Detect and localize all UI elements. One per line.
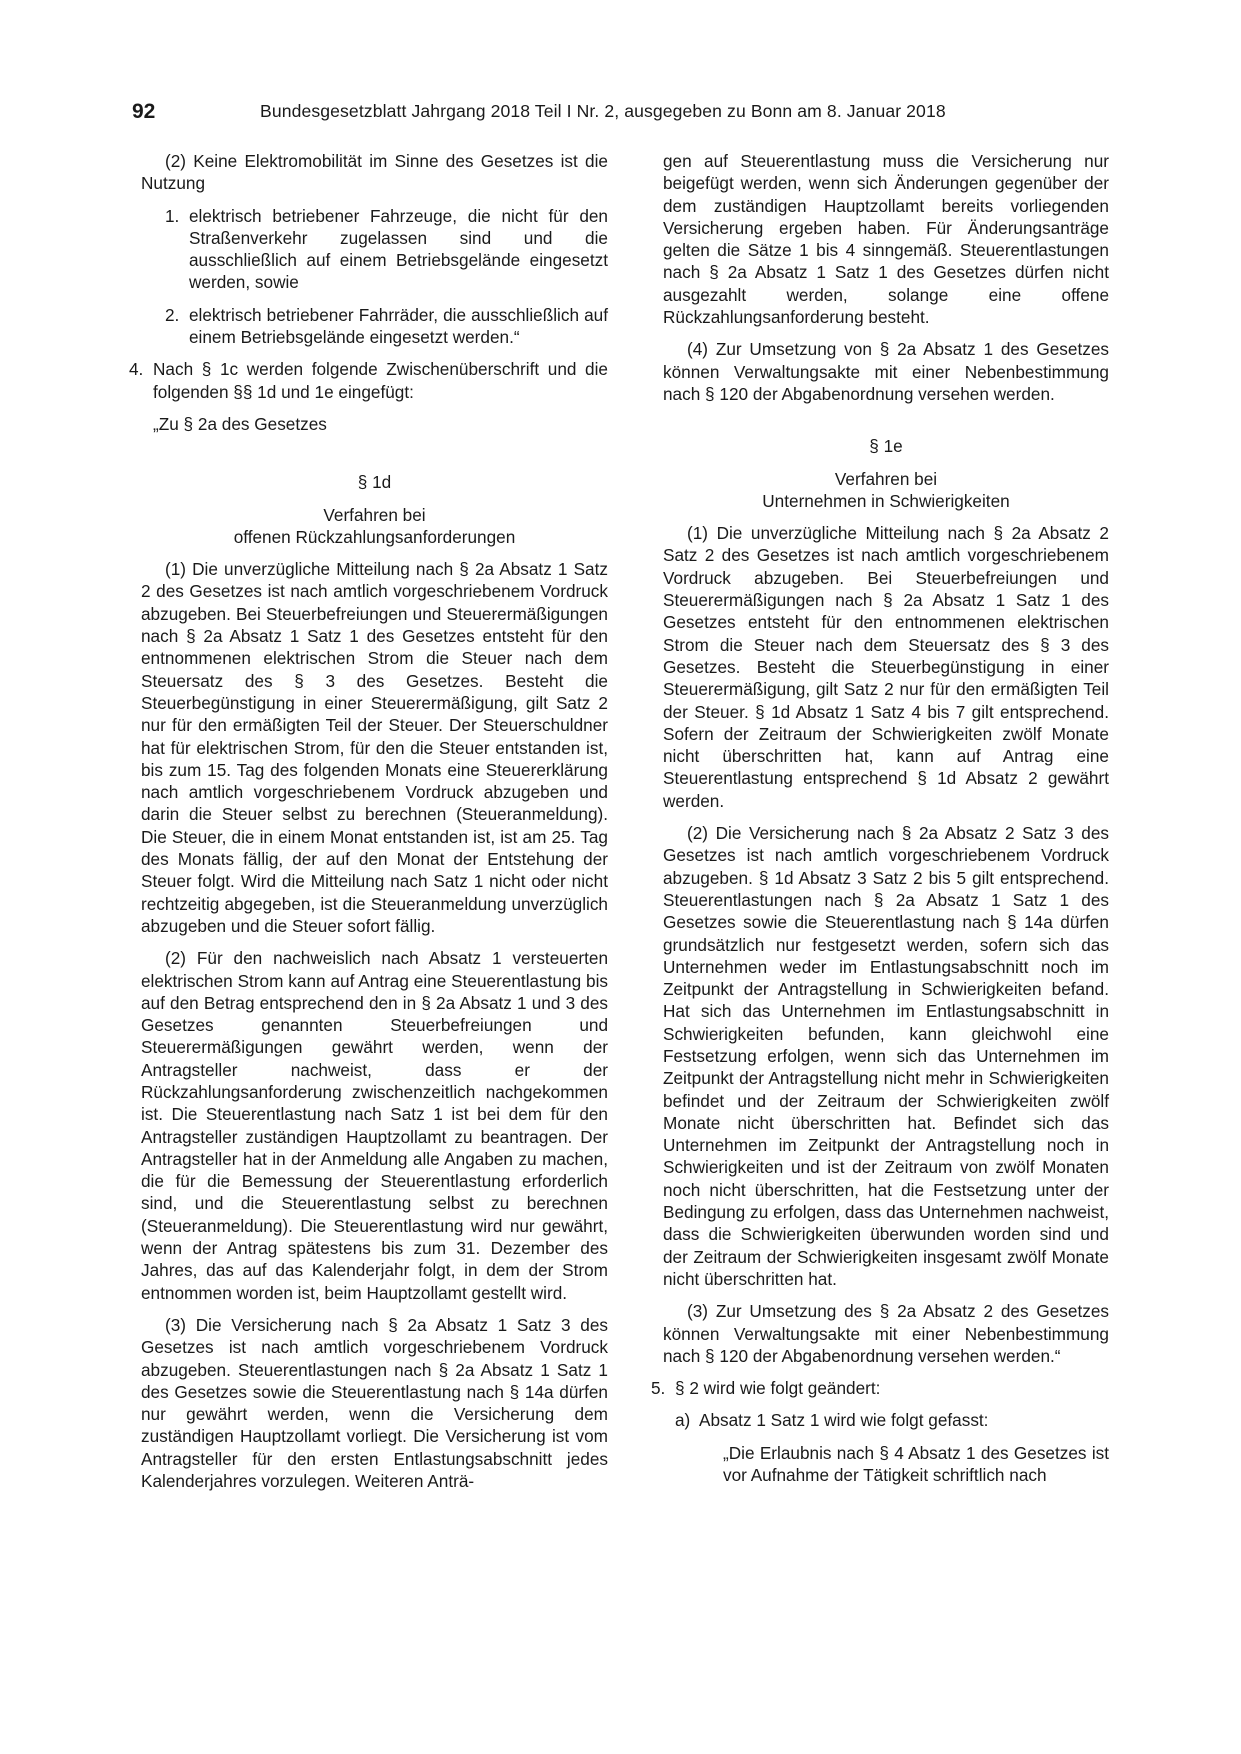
list-text: elektrisch betriebener Fahrzeuge, die nicht für den Straßenverkehr zugelassen sind und die ausschließlich auf einem Betriebsgelände eingesetzt werden, sowie <box>189 205 608 293</box>
item-number: 5. <box>651 1378 666 1399</box>
right-column <box>651 150 1109 1486</box>
section-1d-number: § 1d <box>357 472 392 493</box>
paragraph: (2) Für den nachweislich nach Absatz 1 versteuerten elektrischen Strom kann auf Antrag eine Steuerentlastung bis auf den Betrag entsprechend den in § 2a Absatz 1 und 3 des Gesetzes genannten Steuerbefreiungen und Steuerermäßigungen gewährt werden, wenn der Antragsteller nachweist, dass er der Rückzahlungsanforderung zwischenzeitlich nachgekommen ist. Die Steuerentlastung nach Satz 1 ist bei dem für den Antragsteller zuständigen Hauptzollamt zu beantragen. Der Antragsteller hat in der Anmeldung alle Angaben zu machen, die für die Bemessung der Steuerentlastung erforderlich sind, und die Steuerentlastung selbst zu berechnen (Steueranmeldung). Die Steuerentlastung wird nur gewährt, wenn der Antrag spätestens bis zum 31. Dezember des Jahres, das auf das Kalenderjahr folgt, in dem der Strom entnommen worden ist, beim Hauptzollamt gestellt wird. <box>141 948 608 1303</box>
section-title-line: Verfahren bei <box>834 468 938 489</box>
amended-text-quote: „Die Erlaubnis nach § 4 Absatz 1 des Gesetzes ist vor Aufnahme der Tätigkeit schriftlich nach <box>723 1442 1109 1486</box>
section-1d-title <box>141 504 608 549</box>
left-column <box>129 150 608 1502</box>
paragraph: (3) Zur Umsetzung des § 2a Absatz 2 des Gesetzes können Verwaltungsakte mit einer Nebenbestimmung nach § 120 der Abgabenordnung versehen werden.“ <box>663 1301 1109 1366</box>
sub-item-a <box>675 1409 1109 1431</box>
section-1e-number: § 1e <box>869 436 903 457</box>
running-header: Bundesgesetzblatt Jahrgang 2018 Teil I Nr. 2, ausgegeben zu Bonn am 8. Januar 2018 <box>260 101 946 121</box>
paragraph: (4) Zur Umsetzung von § 2a Absatz 1 des Gesetzes können Verwaltungsakte mit einer Nebenbestimmung nach § 120 der Abgabenordnung versehen werden. <box>663 339 1109 404</box>
list-number: 2. <box>165 304 180 325</box>
paragraph: (1) Die unverzügliche Mitteilung nach § 2a Absatz 2 Satz 2 des Gesetzes ist nach amtlich vorgeschriebenem Vordruck abzugeben. Bei Steuerbefreiungen und Steuerermäßigungen nach § 2a Absatz 1 Satz 1 des Gesetzes entsteht für den entnommenen elektrischen Strom die Steuer nach dem Steuersatz des § 3 des Gesetzes. Besteht die Steuerbegünstigung in einer Steuerermäßigung, gilt Satz 2 nur für den ermäßigten Teil der Steuer. § 1d Absatz 1 Satz 4 bis 7 gilt entsprechend. Sofern der Zeitraum der Schwierigkeiten zwölf Monate nicht überschritten hat, kann auf Antrag eine Steuerentlastung entsprechend § 1d Absatz 2 gewährt werden. <box>663 523 1109 811</box>
item-text: Nach § 1c werden folgende Zwischenüberschrift und die folgenden §§ 1d und 1e eingefügt: <box>153 359 608 402</box>
amendment-item-5 <box>651 1377 1109 1399</box>
section-title-line: offenen Rückzahlungsanforderungen <box>233 526 516 547</box>
list-item <box>165 304 608 349</box>
paragraph: (3) Die Versicherung nach § 2a Absatz 1 Satz 3 des Gesetzes ist nach amtlich vorgeschriebenem Vordruck abzugeben. Steuerentlastungen nach § 2a Absatz 1 Satz 1 des Gesetzes sowie die Steuerentlastung nach § 14a dürfen nur gewährt werden, wenn die Versicherung dem zuständigen Hauptzollamt vorliegt. Die Versicherung ist vom Antragsteller für den ersten Entlastungsabschnitt jedes Kalenderjahres vorzulegen. Weiteren Anträ- <box>141 1314 608 1492</box>
paragraph-2-intro: (2) Keine Elektromobilität im Sinne des Gesetzes ist die Nutzung <box>141 151 608 194</box>
paragraph: (1) Die unverzügliche Mitteilung nach § 2a Absatz 1 Satz 2 des Gesetzes ist nach amtlich vorgeschriebenem Vordruck abzugeben. Bei Steuerbefreiungen und Steuerermäßigungen nach § 2a Absatz 1 Satz 1 des Gesetzes entsteht für den entnommenen elektrischen Strom die Steuer nach dem Steuersatz des § 3 des Gesetzes. Besteht die Steuerbegünstigung in einer Steuerermäßigung, gilt Satz 2 nur für den ermäßigten Teil der Steuer. Der Steuerschuldner hat für elektrischen Strom, für den die Steuer entstanden ist, bis zum 15. Tag des folgenden Monats eine Steuererklärung nach amtlich vorgeschriebenem Vordruck abzugeben und darin die Steuer selbst zu berechnen (Steueranmeldung). Die Steuer, die in einem Monat entstanden ist, ist am 25. Tag des Monats fällig, der auf den Monat der Entstehung der Steuer folgt. Wird die Mitteilung nach Satz 1 nicht oder nicht rechtzeitig abgegeben, ist die Steueranmeldung unverzüglich abzugeben und die Steuer sofort fällig. <box>141 559 608 936</box>
sub-item-text: Absatz 1 Satz 1 wird wie folgt gefasst: <box>699 1410 989 1431</box>
section-title-line: Unternehmen in Schwierigkeiten <box>762 490 1010 511</box>
section-1e-title <box>663 468 1109 513</box>
sub-item-letter: a) <box>675 1410 691 1431</box>
paragraph-continuation: gen auf Steuerentlastung muss die Versicherung nur beigefügt werden, wenn sich Änderungen gegenüber der dem zuständigen Hauptzollamt bereits vorliegenden Versicherung ergeben haben. Für Änderungsanträge gelten die Sätze 1 bis 4 sinngemäß. Steuerentlastungen nach § 2a Absatz 1 Satz 1 des Gesetzes dürfen nicht ausgezahlt werden, solange eine offene Rückzahlungsanforderung besteht. <box>663 151 1109 328</box>
page-header <box>132 100 1112 130</box>
list-text: elektrisch betriebener Fahrräder, die ausschließlich auf einem Betriebsgelände eingesetzt werden.“ <box>189 304 608 348</box>
list-item <box>165 205 608 294</box>
amendment-item-4 <box>129 358 608 403</box>
list-number: 1. <box>165 205 180 226</box>
paragraph: (2) Die Versicherung nach § 2a Absatz 2 Satz 3 des Gesetzes ist nach amtlich vorgeschriebenem Vordruck abzugeben. § 1d Absatz 3 Satz 2 bis 5 gilt entsprechend. Steuerentlastungen nach § 2a Absatz 1 Satz 1 des Gesetzes sowie die Steuerentlastung nach § 14a dürfen grundsätzlich nur festgesetzt werden, sofern sich das Unternehmen weder im Entlastungsabschnitt noch im Zeitpunkt der Antragstellung in Schwierigkeiten befand. Hat sich das Unternehmen im Entlastungsabschnitt in Schwierigkeiten befunden, kann gleichwohl eine Festsetzung erfolgen, wenn sich das Unternehmen im Zeitpunkt der Antragstellung nicht mehr in Schwierigkeiten befindet und der Zeitraum der Schwierigkeiten zwölf Monate nicht überschritten hat. Befindet sich das Unternehmen im Zeitpunkt der Antragstellung noch in Schwierigkeiten und ist der Zeitraum von zwölf Monaten noch nicht überschritten, hat die Festsetzung unter der Bedingung zu erfolgen, dass das Unternehmen nachweist, dass die Schwierigkeiten überwunden worden sind und der Zeitraum der Schwierigkeiten insgesamt zwölf Monate nicht überschritten hat. <box>663 823 1109 1289</box>
section-title-line: Verfahren bei <box>323 504 426 525</box>
page-number: 92 <box>132 100 156 123</box>
item-number: 4. <box>129 359 144 380</box>
quote-heading: „Zu § 2a des Gesetzes <box>153 413 327 434</box>
item-text: § 2 wird wie folgt geändert: <box>675 1378 881 1399</box>
